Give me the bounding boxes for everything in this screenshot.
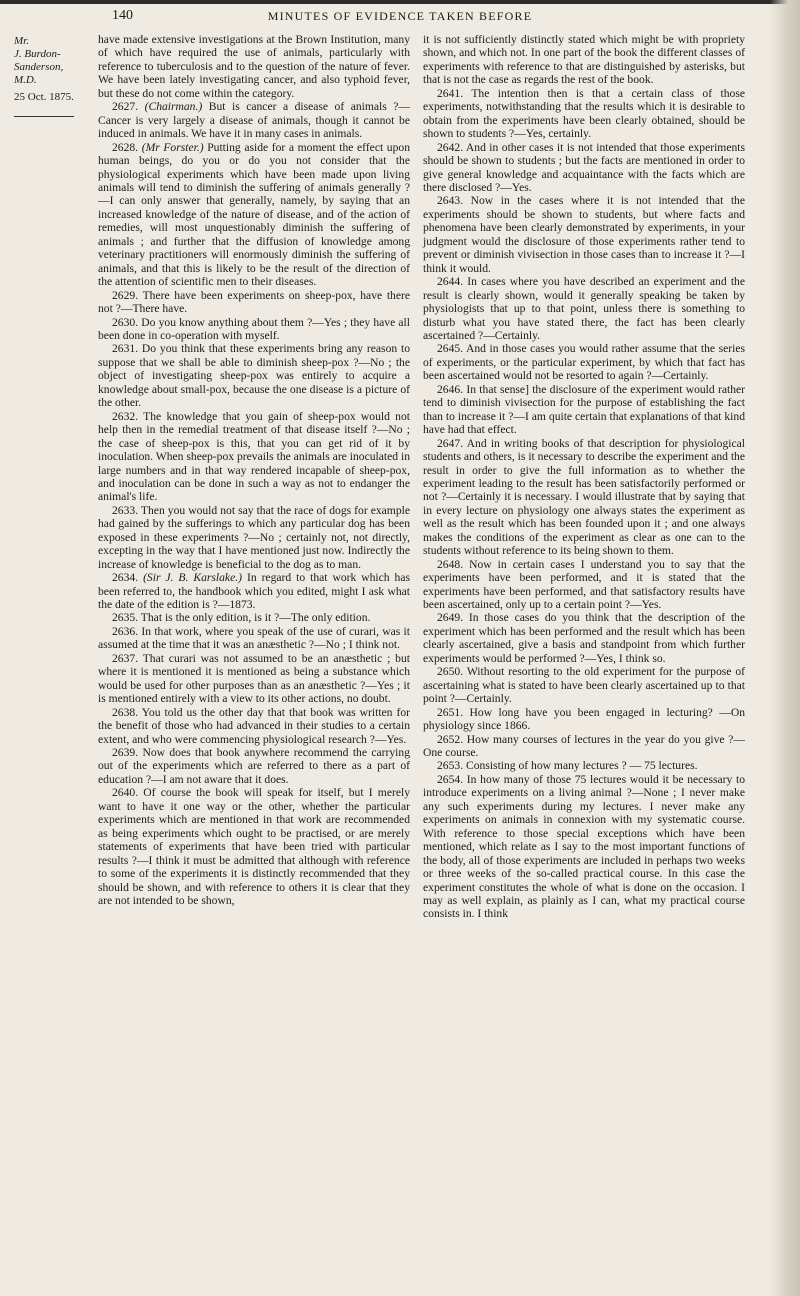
paragraph-text: In that sense] the disclosure of the experiment would rather tend to diminish vivisection for the purpose of establishing the fact than to increase it ?—I am quite certain that explanations of that kind have had that effect. (423, 382, 745, 437)
question-number: 2638. (112, 705, 139, 719)
question-paragraph (423, 665, 745, 705)
question-paragraph (423, 773, 745, 921)
margin-note (14, 35, 84, 117)
question-number: 2633. (112, 503, 139, 517)
paragraph-text: In regard to that work which has been referred to, the handbook which you edited, might I ask what the date of the edition is ?—1873. (98, 571, 410, 612)
question-paragraph (423, 706, 745, 733)
speaker-label: (Mr Forster.) (141, 140, 204, 154)
paragraph-text: Now in certain cases I understand you to say that the experiments have been performed, and it is stated that the experiments have been performed, and that satisfactory results have been ascertained, only up to a certain point ?—Yes. (423, 557, 746, 612)
paragraph-text: How many courses of lectures in the year do you give ?—One course. (423, 732, 745, 760)
question-paragraph (423, 342, 745, 382)
question-paragraph (423, 558, 745, 612)
question-number: 2634. (112, 571, 139, 585)
margin-rule (14, 116, 74, 117)
paragraph-text: have made extensive investigations at the Brown Institution, many of which have required the use of animals, particularly with reference to tuberculosis and to the question of the nature of fever. We have been lately investigating cancer, and also typhoid fever, but these do not come within the category. (98, 33, 410, 100)
question-number: 2637. (112, 651, 139, 665)
paragraph-text: And in those cases you would rather assume that the series of experiments, or the particular experiment, by which that fact has been ascertained would not be resorted to again ?—Certainly. (423, 342, 745, 383)
continued-paragraph (98, 33, 410, 100)
paragraph-text: How long have you been engaged in lecturing? —On physiology since 1866. (423, 705, 746, 733)
paragraph-text: In how many of those 75 lectures would it be necessary to introduce experiments on a living animal ?—None ; I never make any such experiments during my lectures. I never make any experiments on animals in connexion with my systematic course. With reference to those special exceptions which have been mentioned, which relate as I say to the most important functions of the body, all of those experiments are included in perhaps two weeks or three weeks of the so-called practical course. In this case the experiment constitutes the whole of what is done on the occasion. I may as well explain, as plainly as I can, what my practical course consists in. I think (423, 772, 745, 921)
left-column (98, 33, 410, 907)
paragraph-text: That is the only edition, is it ?—The only edition. (140, 611, 371, 625)
question-paragraph (98, 746, 410, 786)
running-head: MINUTES OF EVIDENCE TAKEN BEFORE (267, 9, 533, 23)
question-paragraph (98, 652, 410, 706)
question-paragraph (98, 571, 410, 611)
question-number: 2650. (437, 665, 464, 679)
question-number: 2639. (112, 746, 139, 760)
question-paragraph (98, 342, 410, 409)
paragraph-text: Now does that book anywhere recommend the carrying out of the experiments which are referred to there as a part of education ?—I am not aware that it does. (98, 746, 410, 786)
question-paragraph (423, 437, 745, 558)
question-number: 2640. (112, 786, 139, 800)
question-number: 2644. (437, 275, 464, 289)
question-paragraph (98, 611, 410, 624)
question-number: 2632. (112, 409, 139, 423)
question-number: 2627. (112, 100, 139, 114)
paragraph-text: In that work, where you speak of the use of curari, was it assumed at the time that it was an anæsthetic ?—No ; I think not. (98, 624, 411, 652)
paragraph-text: Of course the book will speak for itself, but I merely want to have it one way or the other, whether the particular experiments which are mentioned in that work are recommended as being experiments which ought to be practised, or are merely statements of experiments that have been tried with particular results ?—I think it must be admitted that although with reference to some of the experiments it is distinctly recommended that they should be shown, and with reference to others it is clear that they are not intended to be shown, (98, 786, 410, 907)
paragraph-text: In cases where you have described an experiment and the result is clearly shown, would it generally speaking be taken by physiologists that up to that point, unless there is something to disturb what you have stated there, the fact has been clearly ascertained ?—Certainly. (423, 275, 745, 342)
paragraph-text: And in other cases it is not intended that those experiments should be shown to students ; but the facts are mentioned in order to give general knowledge and acquaintance with the facts which are there disclosed ?—Yes. (423, 140, 745, 194)
witness-name-line-1: J. Burdon- (14, 48, 61, 60)
paragraph-text: And in writing books of that description for physiological students and others, is it necessary to describe the experiment and the result in order to give the full information as to whether the experiment leading to the result has been satisfactorily performed or not ?—Certainly it is necessary. I would illustrate that by saying that in every lecture on physiology one always states the experiment as well as the result which has been founded upon it ; and one always makes the conditions of the experiment as clear as one can to the students without reference to its being shown to them. (423, 436, 745, 558)
question-number: 2636. (112, 624, 139, 638)
speaker-label: (Sir J. B. Karslake.) (143, 571, 242, 585)
question-paragraph (423, 275, 745, 342)
paragraph-text: Do you think that these experiments bring any reason to suppose that we shall be able to diminish sheep-pox ?—No ; the object of investigating sheep-pox was entirely to acquire a knowledge about small-pox, because the one disease is a picture of the other. (98, 342, 410, 410)
question-paragraph (98, 410, 410, 504)
question-paragraph (98, 141, 410, 289)
question-number: 2635. (112, 611, 139, 625)
paragraph-text: Without resorting to the old experiment for the purpose of ascertaining what is stated to have been clearly ascertained up to that point ?—Certainly. (423, 665, 745, 706)
question-paragraph (423, 759, 745, 772)
question-paragraph (423, 87, 745, 141)
continued-paragraph (423, 33, 745, 87)
page-number: 140 (112, 8, 133, 23)
paragraph-text: Putting aside for a moment the effect upon human beings, do you or do you not consider that the physiological experiments which have been made upon living animals will tend to diminish the suffering of animals generally ?—I can only answer that generally, namely, by saying that an increased knowledge of the nature of disease, and of the action of remedies, will most unquestionably diminish the suffering of animals ; and further that the diffusion of knowledge among veterinary practitioners will enormously diminish the suffering of animals, and that this is likely to be the result of the direction of the attention of scientific men to their diseases. (98, 140, 410, 289)
question-number: 2645. (437, 342, 464, 356)
question-number: 2630. (112, 315, 139, 329)
paragraph-text: it is not sufficiently distinctly stated which might be with propriety shown, and which not. In one part of the book the different classes of experiments with reference to that are distinguished by asterisks, but that is not the case as regards the rest of the book. (423, 33, 745, 87)
question-paragraph (423, 141, 745, 195)
paragraph-text: But is cancer a disease of animals ?—Cancer is very largely a disease of animals, though it cannot be induced in animals. We have it in many cases in animals. (98, 100, 410, 141)
right-column (423, 33, 745, 921)
question-paragraph (98, 786, 410, 907)
question-paragraph (98, 316, 410, 343)
question-number: 2629. (112, 288, 139, 302)
paragraph-text: You told us the other day that that book was written for the benefit of those who had advanced in their studies to a certain extent, and who were commencing physiological research ?—Yes. (98, 705, 411, 746)
question-number: 2647. (437, 436, 464, 450)
question-paragraph (98, 504, 410, 571)
question-number: 2653. (437, 759, 464, 773)
page-edge-shadow (770, 0, 800, 1296)
question-paragraph (423, 383, 745, 437)
paragraph-text: In those cases do you think that the description of the experiment which has been performed and the result which has been clearly ascertained, give a basis and standpoint from which further experiments would be performed ?—Yes, I think so. (423, 611, 746, 665)
question-paragraph (98, 100, 410, 140)
speaker-label: (Chairman.) (144, 100, 203, 114)
question-paragraph (98, 706, 410, 746)
question-number: 2651. (437, 705, 464, 719)
question-paragraph (98, 289, 410, 316)
question-number: 2654. (437, 772, 464, 786)
question-number: 2649. (437, 611, 464, 625)
witness-title: Mr. (14, 35, 29, 47)
page-header (0, 8, 800, 30)
question-number: 2648. (437, 557, 464, 571)
question-paragraph (423, 733, 745, 760)
question-number: 2646. (437, 382, 464, 396)
question-paragraph (423, 611, 745, 665)
witness-degree: M.D. (14, 74, 37, 86)
question-paragraph (98, 625, 410, 652)
paragraph-text: Do you know anything about them ?—Yes ; they have all been done in co-operation with myself. (98, 315, 410, 342)
paragraph-text: There have been experiments on sheep-pox, have there not ?—There have. (98, 288, 410, 316)
witness-name-line-2: Sanderson, (14, 61, 64, 73)
paragraph-text: The knowledge that you gain of sheep-pox would not help then in the remedial treatment of that disease itself ?—No ; the case of sheep-pox is this, that you can get rid of it by inoculation. When sheep-pox prevails the animals are inoculated in large numbers and in that way rendered incapable of sheep-pox, and inoculation can be done in such a way as not to endanger the animal's life. (98, 409, 410, 504)
paragraph-text: Consisting of how many lectures ? — 75 lectures. (466, 759, 698, 773)
question-paragraph (423, 194, 745, 275)
paragraph-text: That curari was not assumed to be an anæsthetic ; but where it is mentioned it is mentioned as being a substance which would be used for other purposes than as an anæsthetic ?—Yes ; it is mentioned entirely with a view to its other actions, no doubt. (98, 651, 410, 706)
hearing-date: 25 Oct. 1875. (14, 91, 74, 103)
paragraph-text: The intention then is that a certain class of those experiments, notwithstanding that the results which it is desirable to obtain from the experiments have been clearly obtained, should be shown to students ?—Yes, certainly. (423, 86, 745, 141)
question-number: 2642. (437, 140, 464, 154)
paragraph-text: Now in the cases where it is not intended that the experiments should be shown to students, but where facts and phenomena have been clearly demonstrated by experiments, in your judgment would the disclosure of those experiments rather tend to prevent or diminish vivisection in those cases than to increase it ?—I think it would. (423, 194, 745, 275)
question-number: 2628. (112, 140, 139, 154)
question-number: 2643. (437, 194, 464, 208)
question-number: 2641. (437, 86, 464, 100)
paragraph-text: Then you would not say that the race of dogs for example had gained by the sufferings to which any particular dog has been exposed in these experiments ?—No ; certainly not, not directly, excepting in the way that I have mentioned just now. Indirectly the increase of knowledge is beneficial to the dog as to man. (98, 503, 410, 571)
question-number: 2631. (112, 342, 139, 356)
page-top-edge (0, 0, 800, 4)
question-number: 2652. (437, 732, 464, 746)
